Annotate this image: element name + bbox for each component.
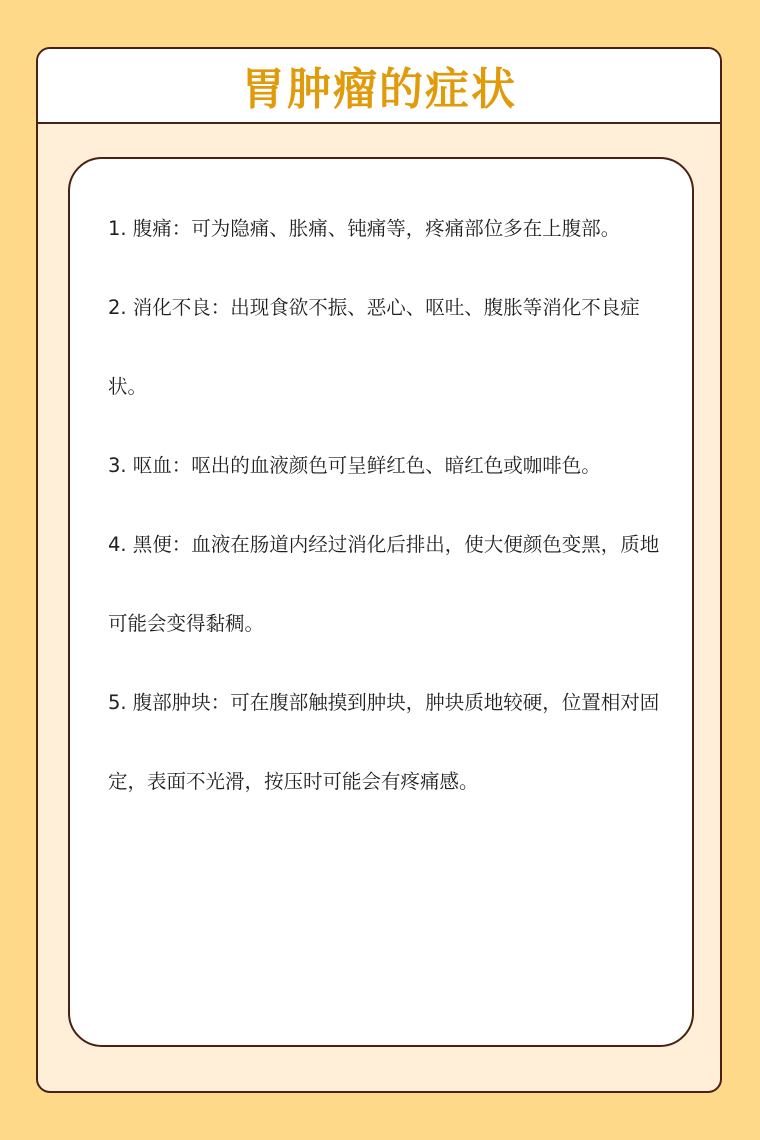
outer-card	[36, 47, 722, 1093]
symptom-item-4: 4. 黑便：血液在肠道内经过消化后排出，使大便颜色变黑，质地可能会变得黏稠。	[108, 533, 660, 635]
symptom-item-3: 3. 呕血：呕出的血液颜色可呈鲜红色、暗红色或咖啡色。	[108, 454, 601, 477]
symptom-item-2: 2. 消化不良：出现食欲不振、恶心、呕吐、腹胀等消化不良症状。	[108, 296, 640, 398]
page-title: 胃肿瘤的症状	[241, 63, 517, 115]
content-card	[68, 157, 694, 1047]
title-band	[38, 49, 720, 124]
symptom-list	[108, 189, 668, 821]
symptom-item-5: 5. 腹部肿块：可在腹部触摸到肿块，肿块质地较硬，位置相对固定，表面不光滑，按压时可能会有疼痛感。	[108, 691, 660, 793]
symptom-item-1: 1. 腹痛：可为隐痛、胀痛、钝痛等，疼痛部位多在上腹部。	[108, 217, 621, 240]
